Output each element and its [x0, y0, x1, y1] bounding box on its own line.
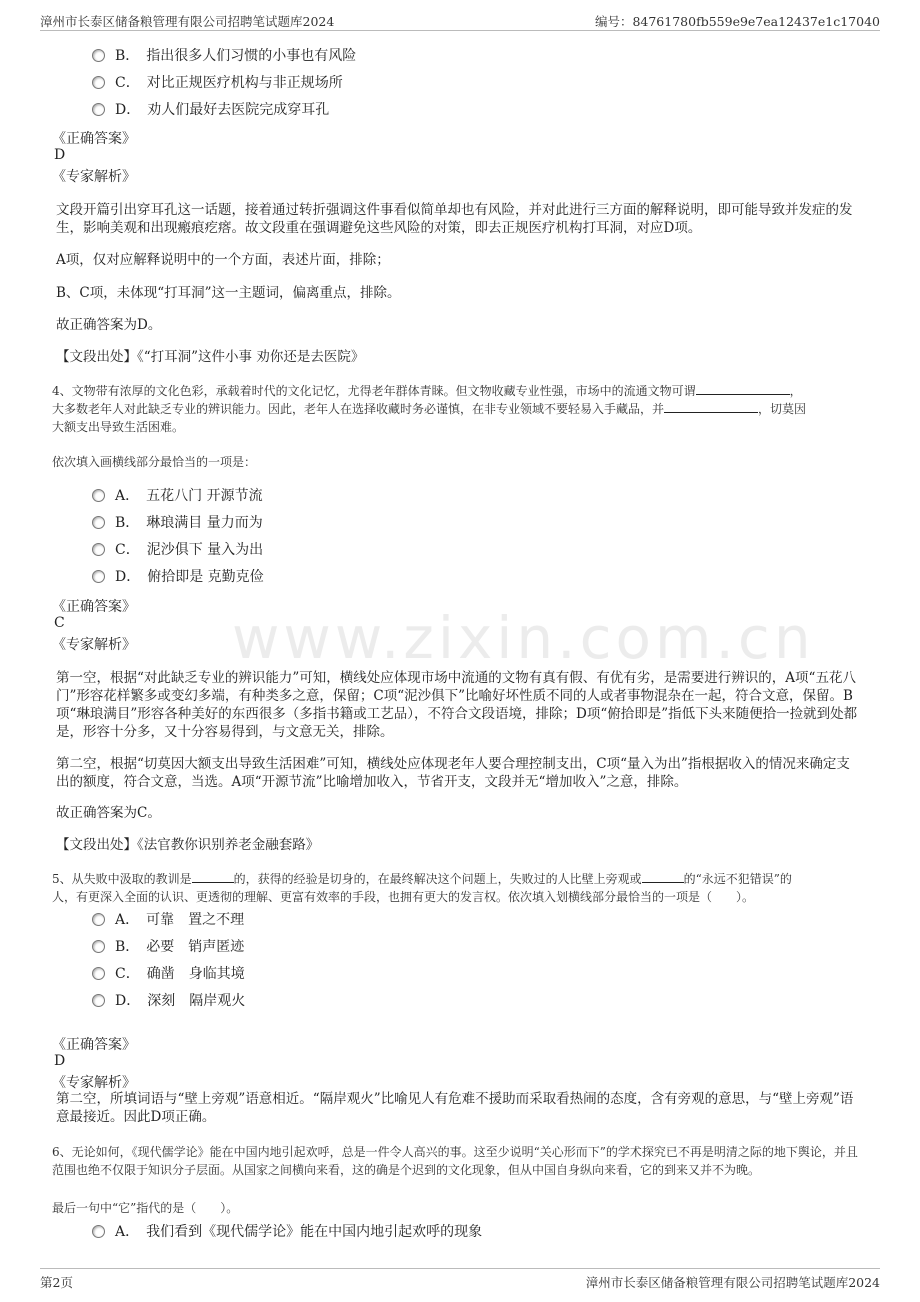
q5-stem [52, 870, 862, 906]
q3-option-b[interactable] [92, 46, 356, 66]
radio-icon[interactable] [92, 489, 105, 502]
option-text: 深刻 隔岸观火 [147, 993, 246, 1009]
q5-answer: D [54, 1053, 66, 1069]
q5-stem-part: 5、从失败中汲取的教训是 [52, 872, 192, 886]
option-text: 俯拾即是 克勤克俭 [147, 569, 264, 585]
q4-option-a[interactable] [92, 486, 263, 506]
radio-icon[interactable] [92, 76, 105, 89]
radio-icon[interactable] [92, 994, 105, 1007]
page-footer [40, 1268, 880, 1293]
header-title: 漳州市长泰区储备粮管理有限公司招聘笔试题库2024 [40, 14, 335, 29]
option-text: 可靠 置之不理 [146, 912, 245, 928]
header-serial: 编号：84761780fb559e9e7ea12437e1c17040 [594, 14, 880, 29]
radio-icon[interactable] [92, 940, 105, 953]
option-text: 我们看到《现代儒学论》能在中国内地引起欢呼的现象 [146, 1224, 483, 1240]
option-letter: D． [115, 993, 134, 1009]
q4-answer-label: 《正确答案》 [52, 599, 136, 615]
q4-stem-part: ， [789, 384, 802, 398]
q4-stem-part: 大额支出导致生活困难。 [52, 420, 185, 434]
q4-answer: C [54, 615, 65, 631]
option-letter: B． [115, 939, 133, 955]
q6-option-a[interactable] [92, 1222, 482, 1242]
q3-answer-label: 《正确答案》 [52, 131, 136, 147]
q5-stem-part: 人，有更深入全面的认识、更透彻的理解、更富有效率的手段，也拥有更大的发言权。依次填入划横线部分最恰当的一项是（ ）。 [52, 890, 755, 904]
option-letter: C． [115, 542, 133, 558]
option-letter: A． [115, 912, 133, 928]
blank-line [696, 382, 790, 395]
option-text: 确凿 身临其境 [146, 966, 245, 982]
q4-analysis-p3: 故正确答案为C。 [56, 805, 161, 821]
option-letter: D． [115, 102, 134, 118]
page-number: 第2页 [40, 1275, 73, 1290]
option-letter: C． [115, 966, 133, 982]
radio-icon[interactable] [92, 570, 105, 583]
option-text: 五花八门 开源节流 [146, 488, 263, 504]
blank-line [664, 400, 758, 413]
watermark: www.zixin.com.cn [232, 604, 815, 672]
q5-stem-part: 的，获得的经验是切身的，在最终解决这个问题上，失败过的人比壁上旁观或 [233, 872, 642, 886]
q3-answer: D [54, 147, 66, 163]
q6-stem: 6、无论如何，《现代儒学论》能在中国内地引起欢呼，总是一件令人高兴的事。这至少说明“关心形而下”的学术探究已不再是明清之际的地下舆论，并且范围也绝不仅限于知识分子层面。从国家之间横向来看，这的确是个迟到的文化现象，但从中国自身纵向来看，它的到来又并不为晚。 [52, 1145, 858, 1177]
option-letter: C． [115, 75, 133, 91]
q5-option-d[interactable] [92, 991, 245, 1011]
blank-line [192, 870, 234, 883]
q3-analysis-p1: 文段开篇引出穿耳孔这一话题，接着通过转折强调这件事看似简单却也有风险，并对此进行三方面的解释说明，即可能导致并发症的发生，影响美观和出现瘢痕疙瘩。故文段重在强调避免这些风险的对策，即去正规医疗机构打耳洞，对应D项。 [56, 202, 853, 236]
q3-source: 【文段出处】《“打耳洞”这件小事 劝你还是去医院》 [56, 349, 365, 365]
radio-icon[interactable] [92, 49, 105, 62]
q5-option-b[interactable] [92, 937, 244, 957]
q5-stem-part: 的“永远不犯错误”的 [683, 872, 792, 886]
q4-analysis-p1: 第一空，根据“对此缺乏专业的辨识能力”可知，横线处应体现市场中流通的文物有真有假、有优有劣，是需要进行辨识的，A项“五花八门”形容花样繁多或变幻多端，有种类多之意，保留；C项“泥沙俱下”比喻好坏性质不同的人或者事物混杂在一起，符合文意，保留。B项“琳琅满目”形容各种美好的东西很多（多指书籍或工艺品），不符合文段语境，排除；D项“俯拾即是”指低下头来随便拾一捡就到处都是，形容十分多，又十分容易得到，与文意无关，排除。 [56, 670, 858, 740]
q3-analysis-p4: 故正确答案为D。 [56, 317, 162, 333]
option-letter: B． [115, 48, 133, 64]
radio-icon[interactable] [92, 103, 105, 116]
q5-option-c[interactable] [92, 964, 245, 984]
q5-analysis-label: 《专家解析》 [52, 1075, 136, 1091]
option-text: 泥沙俱下 量入为出 [146, 542, 264, 558]
option-text: 琳琅满目 量力而为 [146, 515, 263, 531]
option-letter: B． [115, 515, 133, 531]
radio-icon[interactable] [92, 967, 105, 980]
radio-icon[interactable] [92, 543, 105, 556]
radio-icon[interactable] [92, 913, 105, 926]
q5-option-a[interactable] [92, 910, 244, 930]
q3-analysis-label: 《专家解析》 [52, 169, 136, 185]
q4-prompt: 依次填入画横线部分最恰当的一项是： [52, 455, 257, 469]
q5-analysis: 第二空，所填词语与“壁上旁观”语意相近。“隔岸观火”比喻见人有危难不援助而采取看热闹的态度，含有旁观的意思，与“壁上旁观”语意最接近。因此D项正确。 [56, 1091, 854, 1125]
q4-stem-part: 4、文物带有浓厚的文化色彩，承载着时代的文化记忆，尤得老年群体青睐。但文物收藏专业性强，市场中的流通文物可谓 [52, 384, 696, 398]
q6-prompt: 最后一句中“它”指代的是（ ）。 [52, 1201, 239, 1215]
option-text: 必要 销声匿迹 [146, 939, 245, 955]
q3-option-d[interactable] [92, 100, 329, 120]
option-letter: D． [115, 569, 134, 585]
q4-source: 【文段出处】《法官教你识别养老金融套路》 [56, 837, 320, 853]
q4-stem-part: ，切莫因 [758, 402, 807, 416]
option-text: 劝人们最好去医院完成穿耳孔 [147, 102, 330, 118]
q3-option-c[interactable] [92, 73, 343, 93]
page-header [40, 10, 880, 31]
q5-answer-label: 《正确答案》 [52, 1037, 136, 1053]
q4-stem-part: 大多数老年人对此缺乏专业的辨识能力。因此，老年人在选择收藏时务必谨慎，在非专业领域不要轻易入手藏品，并 [52, 402, 665, 416]
q4-option-b[interactable] [92, 513, 263, 533]
option-letter: A． [115, 1224, 133, 1240]
q4-option-d[interactable] [92, 567, 264, 587]
footer-title: 漳州市长泰区储备粮管理有限公司招聘笔试题库2024 [585, 1275, 880, 1290]
q4-analysis-p2: 第二空，根据“切莫因大额支出导致生活困难”可知，横线处应体现老年人要合理控制支出，C项“量入为出”指根据收入的情况来确定支出的额度，符合文意，当选。A项“开源节流”比喻增加收入，节省开支，文段并无“增加收入”之意，排除。 [56, 756, 850, 790]
q3-analysis-p3: B、C项，未体现“打耳洞”这一主题词，偏离重点，排除。 [56, 285, 401, 301]
q4-stem [52, 382, 862, 436]
radio-icon[interactable] [92, 1225, 105, 1238]
radio-icon[interactable] [92, 516, 105, 529]
option-text: 指出很多人们习惯的小事也有风险 [146, 48, 357, 64]
option-text: 对比正规医疗机构与非正规场所 [146, 75, 343, 91]
q4-analysis-label: 《专家解析》 [52, 637, 136, 653]
q3-analysis-p2: A项，仅对应解释说明中的一个方面，表述片面，排除； [56, 252, 390, 268]
option-letter: A． [115, 488, 133, 504]
blank-line [642, 870, 684, 883]
q4-option-c[interactable] [92, 540, 263, 560]
